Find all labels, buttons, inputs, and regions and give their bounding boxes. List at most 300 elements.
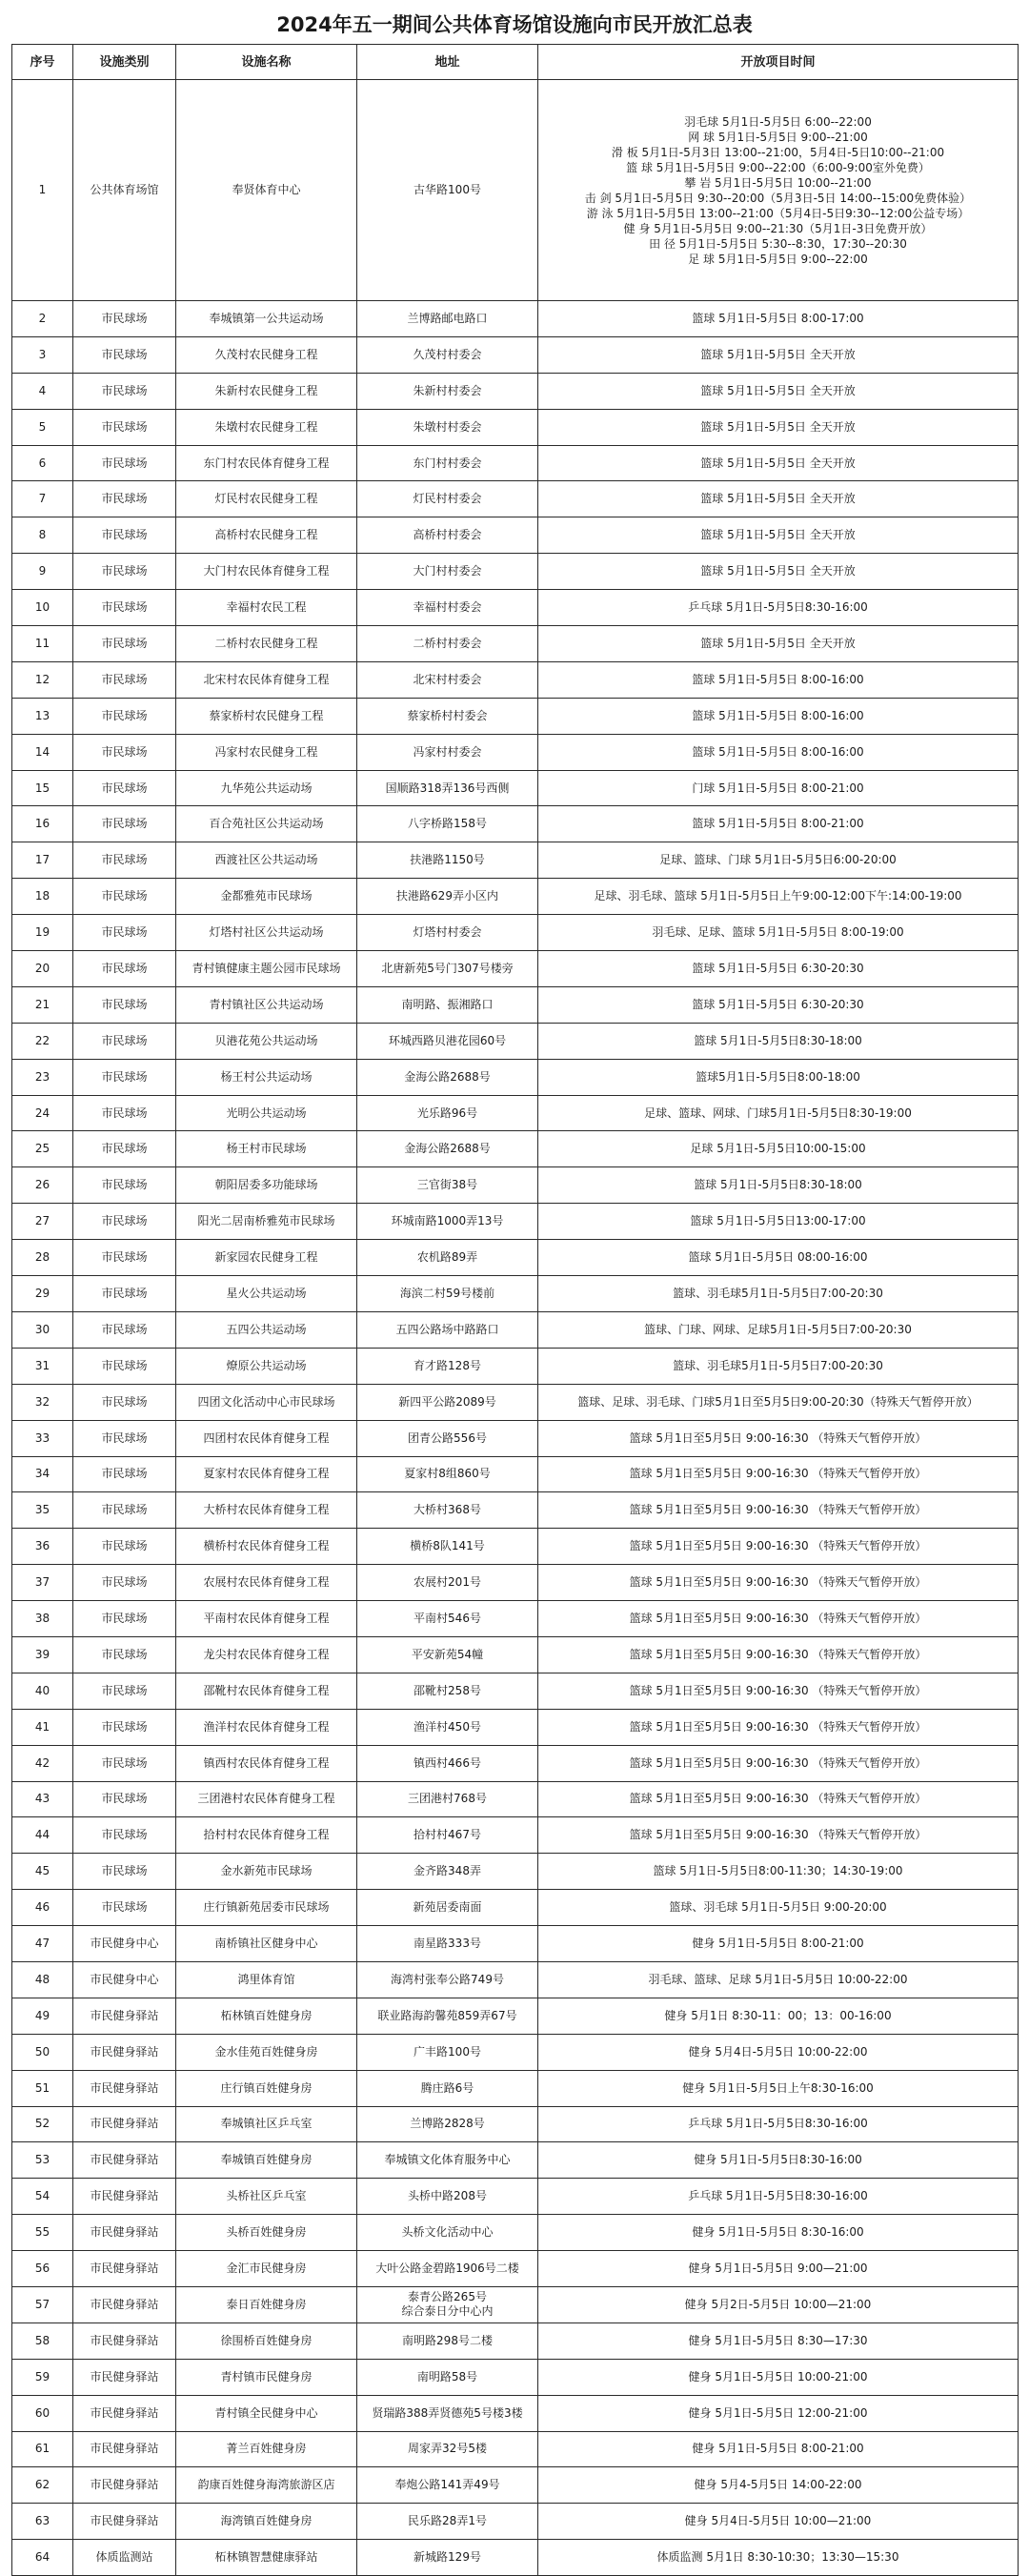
header-address: 地址 — [357, 45, 538, 80]
cell-name: 泰日百姓健身房 — [176, 2286, 357, 2322]
cell-category: 市民球场 — [73, 661, 176, 698]
cell-address: 三官街38号 — [357, 1167, 538, 1204]
cell-address: 邵靴村258号 — [357, 1673, 538, 1709]
cell-address: 团青公路556号 — [357, 1420, 538, 1456]
cell-no: 7 — [12, 481, 73, 517]
cell-name: 奉贤体育中心 — [176, 80, 357, 301]
table-row — [12, 1854, 1019, 1890]
cell-name: 奉城镇第一公共运动场 — [176, 301, 357, 337]
cell-no: 25 — [12, 1131, 73, 1167]
cell-no: 44 — [12, 1817, 73, 1854]
table-row — [12, 842, 1019, 879]
cell-category: 市民球场 — [73, 1601, 176, 1637]
cell-schedule: 篮球 5月1日至5月5日 9:00-16:30 （特殊天气暂停开放） — [538, 1529, 1019, 1565]
cell-no: 1 — [12, 80, 73, 301]
cell-no: 16 — [12, 806, 73, 842]
cell-no: 60 — [12, 2395, 73, 2431]
cell-category: 市民球场 — [73, 1167, 176, 1204]
cell-name: 朱墩村农民健身工程 — [176, 409, 357, 445]
table-row — [12, 336, 1019, 373]
table-row — [12, 734, 1019, 770]
table-row — [12, 1240, 1019, 1276]
cell-category: 市民健身驿站 — [73, 2142, 176, 2179]
cell-schedule: 篮球 5月1日至5月5日 9:00-16:30 （特殊天气暂停开放） — [538, 1636, 1019, 1673]
cell-name: 蔡家桥村农民健身工程 — [176, 698, 357, 734]
cell-category: 市民健身驿站 — [73, 2467, 176, 2504]
cell-name: 新家园农民健身工程 — [176, 1240, 357, 1276]
schedule-line: 田 径 5月1日-5月5日 5:30--8:30，17:30--20:30 — [649, 236, 907, 251]
cell-name: 九华苑公共运动场 — [176, 770, 357, 806]
cell-name: 徐围桥百姓健身房 — [176, 2322, 357, 2359]
cell-name: 灯塔村社区公共运动场 — [176, 915, 357, 951]
table-row — [12, 2431, 1019, 2467]
cell-no: 48 — [12, 1961, 73, 1998]
schedule-line: 攀 岩 5月1日-5月5日 10:00--21:00 — [684, 175, 872, 190]
cell-address: 南明路58号 — [357, 2359, 538, 2395]
cell-schedule: 篮球 5月1日-5月5日13:00-17:00 — [538, 1204, 1019, 1240]
table-row — [12, 1817, 1019, 1854]
cell-no: 32 — [12, 1384, 73, 1420]
cell-category: 市民球场 — [73, 1420, 176, 1456]
cell-schedule: 篮球 5月1日至5月5日 9:00-16:30 （特殊天气暂停开放） — [538, 1745, 1019, 1781]
table-row — [12, 2142, 1019, 2179]
cell-address: 金齐路348弄 — [357, 1854, 538, 1890]
table-row — [12, 2106, 1019, 2142]
cell-no: 35 — [12, 1492, 73, 1529]
cell-category: 市民球场 — [73, 1781, 176, 1817]
cell-schedule: 健身 5月1日-5月5日 8:00-21:00 — [538, 1926, 1019, 1962]
table-row — [12, 1456, 1019, 1492]
cell-schedule: 羽毛球、足球、篮球 5月1日-5月5日 8:00-19:00 — [538, 915, 1019, 951]
cell-address: 大门村村委会 — [357, 554, 538, 590]
cell-address: 夏家村8组860号 — [357, 1456, 538, 1492]
schedule-line: 羽毛球 5月1日-5月5日 6:00--22:00 — [684, 114, 872, 129]
table-row — [12, 806, 1019, 842]
cell-schedule: 篮球 5月1日-5月5日 08:00-16:00 — [538, 1240, 1019, 1276]
table-row — [12, 517, 1019, 554]
cell-name: 庄行镇新苑居委市民球场 — [176, 1890, 357, 1926]
cell-name: 金汇市民健身房 — [176, 2251, 357, 2287]
cell-address: 北唐新苑5号门307号楼旁 — [357, 951, 538, 987]
table-body — [12, 80, 1019, 2576]
table-row — [12, 1709, 1019, 1745]
cell-category: 市民球场 — [73, 1348, 176, 1384]
cell-name: 青村镇市民健身房 — [176, 2359, 357, 2395]
table-row — [12, 1890, 1019, 1926]
cell-no: 17 — [12, 842, 73, 879]
cell-no: 22 — [12, 1023, 73, 1059]
cell-address: 周家弄32号5楼 — [357, 2431, 538, 2467]
cell-no: 23 — [12, 1059, 73, 1095]
cell-address — [357, 2286, 538, 2322]
cell-address: 腾庄路6号 — [357, 2070, 538, 2106]
cell-name: 高桥村农民健身工程 — [176, 517, 357, 554]
header-name: 设施名称 — [176, 45, 357, 80]
table-row — [12, 80, 1019, 301]
cell-name: 五四公共运动场 — [176, 1311, 357, 1348]
cell-address: 八字桥路158号 — [357, 806, 538, 842]
address-line: 综合泰日分中心内 — [401, 2304, 494, 2319]
cell-schedule: 羽毛球、篮球、足球 5月1日-5月5日 10:00-22:00 — [538, 1961, 1019, 1998]
cell-name: 青村镇全民健身中心 — [176, 2395, 357, 2431]
cell-category: 市民球场 — [73, 986, 176, 1023]
cell-no: 28 — [12, 1240, 73, 1276]
cell-name: 贝港花苑公共运动场 — [176, 1023, 357, 1059]
cell-schedule: 篮球 5月1日-5月5日 全天开放 — [538, 517, 1019, 554]
cell-schedule: 健身 5月1日-5月5日 12:00-21:00 — [538, 2395, 1019, 2431]
cell-address: 大叶公路金碧路1906号二楼 — [357, 2251, 538, 2287]
cell-address: 联业路海韵馨苑859弄67号 — [357, 1998, 538, 2034]
cell-category: 市民球场 — [73, 1456, 176, 1492]
table-row — [12, 1529, 1019, 1565]
table-row — [12, 2034, 1019, 2070]
table-row — [12, 301, 1019, 337]
cell-no: 57 — [12, 2286, 73, 2322]
table-row — [12, 1601, 1019, 1637]
cell-address: 扶港路1150号 — [357, 842, 538, 879]
table-row — [12, 698, 1019, 734]
cell-schedule: 篮球、羽毛球5月1日-5月5日7:00-20:30 — [538, 1348, 1019, 1384]
cell-name: 渔洋村农民体育健身工程 — [176, 1709, 357, 1745]
cell-name: 金水新苑市民球场 — [176, 1854, 357, 1890]
cell-address: 古华路100号 — [357, 80, 538, 301]
cell-no: 19 — [12, 915, 73, 951]
cell-no: 59 — [12, 2359, 73, 2395]
cell-category: 市民球场 — [73, 445, 176, 481]
cell-schedule: 健身 5月2日-5月5日 10:00—21:00 — [538, 2286, 1019, 2322]
schedule-line: 足 球 5月1日-5月5日 9:00--22:00 — [688, 252, 868, 266]
address-line: 泰青公路265号 — [408, 2290, 487, 2304]
cell-schedule: 乒乓球 5月1日-5月5日8:30-16:00 — [538, 2179, 1019, 2215]
table-row — [12, 2215, 1019, 2251]
cell-schedule: 篮球 5月1日-5月5日 8:00-16:00 — [538, 734, 1019, 770]
table-row — [12, 1167, 1019, 1204]
table-row — [12, 1311, 1019, 1348]
cell-schedule: 健身 5月1日-5月5日 8:00-21:00 — [538, 2431, 1019, 2467]
cell-no: 58 — [12, 2322, 73, 2359]
cell-name: 阳光二居南桥雅苑市民球场 — [176, 1204, 357, 1240]
cell-no: 38 — [12, 1601, 73, 1637]
cell-no: 43 — [12, 1781, 73, 1817]
cell-category: 市民球场 — [73, 336, 176, 373]
cell-category: 公共体育场馆 — [73, 80, 176, 301]
cell-no: 13 — [12, 698, 73, 734]
cell-category: 市民球场 — [73, 1529, 176, 1565]
cell-name: 青村镇健康主题公园市民球场 — [176, 951, 357, 987]
cell-no: 47 — [12, 1926, 73, 1962]
cell-category: 市民球场 — [73, 1276, 176, 1312]
table-row — [12, 1384, 1019, 1420]
cell-no: 40 — [12, 1673, 73, 1709]
cell-no: 36 — [12, 1529, 73, 1565]
cell-schedule: 篮球 5月1日至5月5日 9:00-16:30 （特殊天气暂停开放） — [538, 1817, 1019, 1854]
table-row — [12, 2286, 1019, 2322]
cell-category: 市民球场 — [73, 1131, 176, 1167]
header-category: 设施类别 — [73, 45, 176, 80]
cell-address: 朱墩村村委会 — [357, 409, 538, 445]
cell-name: 西渡社区公共运动场 — [176, 842, 357, 879]
table-row — [12, 373, 1019, 409]
cell-address: 海滨二村59号楼前 — [357, 1276, 538, 1312]
table-row — [12, 1348, 1019, 1384]
cell-schedule: 篮球 5月1日至5月5日 9:00-16:30 （特殊天气暂停开放） — [538, 1565, 1019, 1601]
cell-name: 镇西村农民体育健身工程 — [176, 1745, 357, 1781]
cell-schedule — [538, 80, 1019, 301]
cell-address: 兰博路邮电路口 — [357, 301, 538, 337]
cell-schedule: 足球、羽毛球、篮球 5月1日-5月5日上午9:00-12:00下午:14:00-19:00 — [538, 879, 1019, 915]
cell-address: 奉炮公路141弄49号 — [357, 2467, 538, 2504]
table-row — [12, 1998, 1019, 2034]
cell-address: 冯家村村委会 — [357, 734, 538, 770]
cell-name: 幸福村农民工程 — [176, 590, 357, 626]
cell-name: 星火公共运动场 — [176, 1276, 357, 1312]
cell-no: 51 — [12, 2070, 73, 2106]
cell-no: 63 — [12, 2504, 73, 2540]
cell-name: 鸿里体育馆 — [176, 1961, 357, 1998]
cell-schedule: 篮球、足球、羽毛球、门球5月1日至5月5日9:00-20:30（特殊天气暂停开放） — [538, 1384, 1019, 1420]
cell-address: 奉城镇文化体育服务中心 — [357, 2142, 538, 2179]
table-row — [12, 590, 1019, 626]
cell-schedule: 篮球 5月1日-5月5日 全天开放 — [538, 445, 1019, 481]
cell-category: 市民健身驿站 — [73, 2431, 176, 2467]
cell-no: 64 — [12, 2540, 73, 2576]
cell-schedule: 篮球 5月1日至5月5日 9:00-16:30 （特殊天气暂停开放） — [538, 1673, 1019, 1709]
table-row — [12, 1204, 1019, 1240]
cell-name: 奉城镇社区乒乓室 — [176, 2106, 357, 2142]
cell-no: 31 — [12, 1348, 73, 1384]
cell-name: 金都雅苑市民球场 — [176, 879, 357, 915]
cell-category: 市民球场 — [73, 1817, 176, 1854]
cell-address: 南星路333号 — [357, 1926, 538, 1962]
cell-name: 二桥村农民健身工程 — [176, 626, 357, 662]
cell-no: 56 — [12, 2251, 73, 2287]
cell-address: 头桥文化活动中心 — [357, 2215, 538, 2251]
cell-no: 27 — [12, 1204, 73, 1240]
cell-name: 平南村农民体育健身工程 — [176, 1601, 357, 1637]
cell-schedule: 健身 5月1日-5月5日8:30-16:00 — [538, 2142, 1019, 2179]
cell-category: 市民球场 — [73, 806, 176, 842]
cell-no: 24 — [12, 1095, 73, 1131]
cell-address: 环城西路贝港花园60号 — [357, 1023, 538, 1059]
cell-address: 三团港村768号 — [357, 1781, 538, 1817]
cell-category: 体质监测站 — [73, 2540, 176, 2576]
cell-schedule: 健身 5月1日-5月5日 10:00-21:00 — [538, 2359, 1019, 2395]
cell-address: 金海公路2688号 — [357, 1131, 538, 1167]
cell-address: 北宋村村委会 — [357, 661, 538, 698]
cell-category: 市民球场 — [73, 879, 176, 915]
cell-address: 头桥中路208号 — [357, 2179, 538, 2215]
cell-address: 海湾村张奉公路749号 — [357, 1961, 538, 1998]
cell-no: 52 — [12, 2106, 73, 2142]
schedule-line: 健 身 5月1日-5月5日 9:00--21:30（5月1日-3日免费开放） — [623, 221, 933, 235]
table-row — [12, 951, 1019, 987]
facility-table — [11, 44, 1019, 2576]
table-row — [12, 2467, 1019, 2504]
cell-name: 三团港村农民体育健身工程 — [176, 1781, 357, 1817]
cell-no: 12 — [12, 661, 73, 698]
cell-category: 市民球场 — [73, 734, 176, 770]
cell-schedule: 篮球 5月1日-5月5日 全天开放 — [538, 409, 1019, 445]
cell-schedule: 篮球 5月1日至5月5日 9:00-16:30 （特殊天气暂停开放） — [538, 1709, 1019, 1745]
cell-category: 市民球场 — [73, 554, 176, 590]
cell-name: 朝阳居委多功能球场 — [176, 1167, 357, 1204]
cell-address: 灯民村村委会 — [357, 481, 538, 517]
cell-name: 柘林镇百姓健身房 — [176, 1998, 357, 2034]
cell-category: 市民健身驿站 — [73, 2070, 176, 2106]
cell-no: 20 — [12, 951, 73, 987]
cell-name: 邵靴村农民体育健身工程 — [176, 1673, 357, 1709]
table-row — [12, 2504, 1019, 2540]
cell-address: 幸福村村委会 — [357, 590, 538, 626]
cell-address: 平南村546号 — [357, 1601, 538, 1637]
cell-name: 东门村农民体育健身工程 — [176, 445, 357, 481]
cell-category: 市民球场 — [73, 1565, 176, 1601]
cell-schedule: 健身 5月1日-5月5日 8:30—17:30 — [538, 2322, 1019, 2359]
cell-category: 市民球场 — [73, 1204, 176, 1240]
cell-address: 贤瑞路388弄贤德苑5号楼3楼 — [357, 2395, 538, 2431]
cell-address: 镇西村466号 — [357, 1745, 538, 1781]
cell-name: 柘林镇智慧健康驿站 — [176, 2540, 357, 2576]
cell-schedule: 足球、篮球、门球 5月1日-5月5日6:00-20:00 — [538, 842, 1019, 879]
cell-name: 大门村农民体育健身工程 — [176, 554, 357, 590]
table-row — [12, 1673, 1019, 1709]
cell-schedule: 健身 5月1日-5月5日上午8:30-16:00 — [538, 2070, 1019, 2106]
cell-schedule: 篮球 5月1日-5月5日 8:00-17:00 — [538, 301, 1019, 337]
cell-name: 南桥镇社区健身中心 — [176, 1926, 357, 1962]
cell-schedule: 篮球5月1日-5月5日8:00-18:00 — [538, 1059, 1019, 1095]
cell-schedule: 健身 5月4日-5月5日 10:00-22:00 — [538, 2034, 1019, 2070]
table-row — [12, 2322, 1019, 2359]
cell-address: 农机路89弄 — [357, 1240, 538, 1276]
cell-category: 市民球场 — [73, 626, 176, 662]
cell-category: 市民球场 — [73, 698, 176, 734]
cell-schedule: 篮球 5月1日-5月5日 全天开放 — [538, 373, 1019, 409]
cell-category: 市民健身中心 — [73, 1961, 176, 1998]
cell-category: 市民球场 — [73, 1890, 176, 1926]
cell-name: 夏家村农民体育健身工程 — [176, 1456, 357, 1492]
table-row — [12, 770, 1019, 806]
schedule-line: 游 泳 5月1日-5月5日 13:00--21:00（5月4日-5日9:30--12:00公益专场） — [586, 206, 970, 220]
cell-name: 庄行镇百姓健身房 — [176, 2070, 357, 2106]
table-row — [12, 409, 1019, 445]
cell-schedule: 健身 5月1日-5月5日 8:30-16:00 — [538, 2215, 1019, 2251]
cell-address: 广丰路100号 — [357, 2034, 538, 2070]
cell-address: 环城南路1000弄13号 — [357, 1204, 538, 1240]
schedule-line: 滑 板 5月1日-5月3日 13:00--21:00，5月4日-5日10:00--21:00 — [611, 145, 945, 159]
cell-category: 市民健身驿站 — [73, 2106, 176, 2142]
cell-address: 渔洋村450号 — [357, 1709, 538, 1745]
cell-address: 扶港路629弄小区内 — [357, 879, 538, 915]
cell-category: 市民球场 — [73, 1854, 176, 1890]
table-row — [12, 1420, 1019, 1456]
table-row — [12, 1636, 1019, 1673]
cell-category: 市民球场 — [73, 301, 176, 337]
cell-category: 市民健身驿站 — [73, 2179, 176, 2215]
cell-schedule: 篮球 5月1日-5月5日 全天开放 — [538, 554, 1019, 590]
table-row — [12, 554, 1019, 590]
cell-category: 市民球场 — [73, 770, 176, 806]
cell-address: 久茂村村委会 — [357, 336, 538, 373]
cell-category: 市民健身驿站 — [73, 2359, 176, 2395]
cell-schedule: 篮球 5月1日-5月5日 6:30-20:30 — [538, 986, 1019, 1023]
table-row — [12, 1745, 1019, 1781]
schedule-line: 击 剑 5月1日-5月5日 9:30--20:00（5月3日-5日 14:00--15:00免费体验） — [584, 191, 972, 205]
cell-address: 五四公路场中路路口 — [357, 1311, 538, 1348]
cell-no: 8 — [12, 517, 73, 554]
cell-schedule: 篮球 5月1日-5月5日8:00-11:30；14:30-19:00 — [538, 1854, 1019, 1890]
table-row — [12, 986, 1019, 1023]
cell-no: 55 — [12, 2215, 73, 2251]
cell-category: 市民球场 — [73, 1745, 176, 1781]
cell-address: 兰博路2828号 — [357, 2106, 538, 2142]
table-row — [12, 1023, 1019, 1059]
cell-name: 青村镇社区公共运动场 — [176, 986, 357, 1023]
cell-schedule: 乒乓球 5月1日-5月5日8:30-16:00 — [538, 590, 1019, 626]
table-row — [12, 2179, 1019, 2215]
cell-schedule: 篮球、羽毛球 5月1日-5月5日 9:00-20:00 — [538, 1890, 1019, 1926]
cell-name: 四团村农民体育健身工程 — [176, 1420, 357, 1456]
cell-address: 金海公路2688号 — [357, 1059, 538, 1095]
cell-category: 市民健身驿站 — [73, 2286, 176, 2322]
cell-address: 大桥村368号 — [357, 1492, 538, 1529]
cell-schedule: 篮球 5月1日至5月5日 9:00-16:30 （特殊天气暂停开放） — [538, 1456, 1019, 1492]
cell-address: 平安新苑54幢 — [357, 1636, 538, 1673]
cell-no: 46 — [12, 1890, 73, 1926]
table-row — [12, 1492, 1019, 1529]
cell-name: 光明公共运动场 — [176, 1095, 357, 1131]
cell-no: 53 — [12, 2142, 73, 2179]
cell-category: 市民球场 — [73, 373, 176, 409]
cell-address: 南明路298号二楼 — [357, 2322, 538, 2359]
cell-schedule: 篮球 5月1日-5月5日 全天开放 — [538, 481, 1019, 517]
cell-category: 市民健身驿站 — [73, 2215, 176, 2251]
cell-category: 市民球场 — [73, 915, 176, 951]
cell-no: 62 — [12, 2467, 73, 2504]
cell-no: 45 — [12, 1854, 73, 1890]
cell-category: 市民健身驿站 — [73, 2395, 176, 2431]
cell-address: 新城路129号 — [357, 2540, 538, 2576]
table-row — [12, 879, 1019, 915]
cell-address: 东门村村委会 — [357, 445, 538, 481]
cell-name: 头桥百姓健身房 — [176, 2215, 357, 2251]
cell-address: 国顺路318弄136号西侧 — [357, 770, 538, 806]
cell-name: 大桥村农民体育健身工程 — [176, 1492, 357, 1529]
cell-address: 蔡家桥村村委会 — [357, 698, 538, 734]
schedule-line: 篮 球 5月1日-5月5日 9:00--22:00（6:00-9:00室外免费） — [626, 160, 930, 174]
cell-no: 14 — [12, 734, 73, 770]
cell-address: 农展村201号 — [357, 1565, 538, 1601]
cell-schedule: 健身 5月4-5月5日 14:00-22:00 — [538, 2467, 1019, 2504]
cell-category: 市民球场 — [73, 1311, 176, 1348]
cell-schedule: 篮球、门球、网球、足球5月1日-5月5日7:00-20:30 — [538, 1311, 1019, 1348]
cell-no: 4 — [12, 373, 73, 409]
cell-address: 民乐路28弄1号 — [357, 2504, 538, 2540]
cell-schedule: 篮球 5月1日-5月5日 8:00-16:00 — [538, 698, 1019, 734]
cell-no: 34 — [12, 1456, 73, 1492]
cell-no: 10 — [12, 590, 73, 626]
cell-name: 韵康百姓健身海湾旅游区店 — [176, 2467, 357, 2504]
cell-address: 新四平公路2089号 — [357, 1384, 538, 1420]
cell-no: 39 — [12, 1636, 73, 1673]
cell-category: 市民健身驿站 — [73, 2322, 176, 2359]
cell-schedule: 篮球 5月1日至5月5日 9:00-16:30 （特殊天气暂停开放） — [538, 1601, 1019, 1637]
cell-no: 15 — [12, 770, 73, 806]
cell-schedule: 足球、篮球、网球、门球5月1日-5月5日8:30-19:00 — [538, 1095, 1019, 1131]
cell-no: 26 — [12, 1167, 73, 1204]
cell-name: 百合苑社区公共运动场 — [176, 806, 357, 842]
document — [11, 6, 1018, 2576]
header-no: 序号 — [12, 45, 73, 80]
